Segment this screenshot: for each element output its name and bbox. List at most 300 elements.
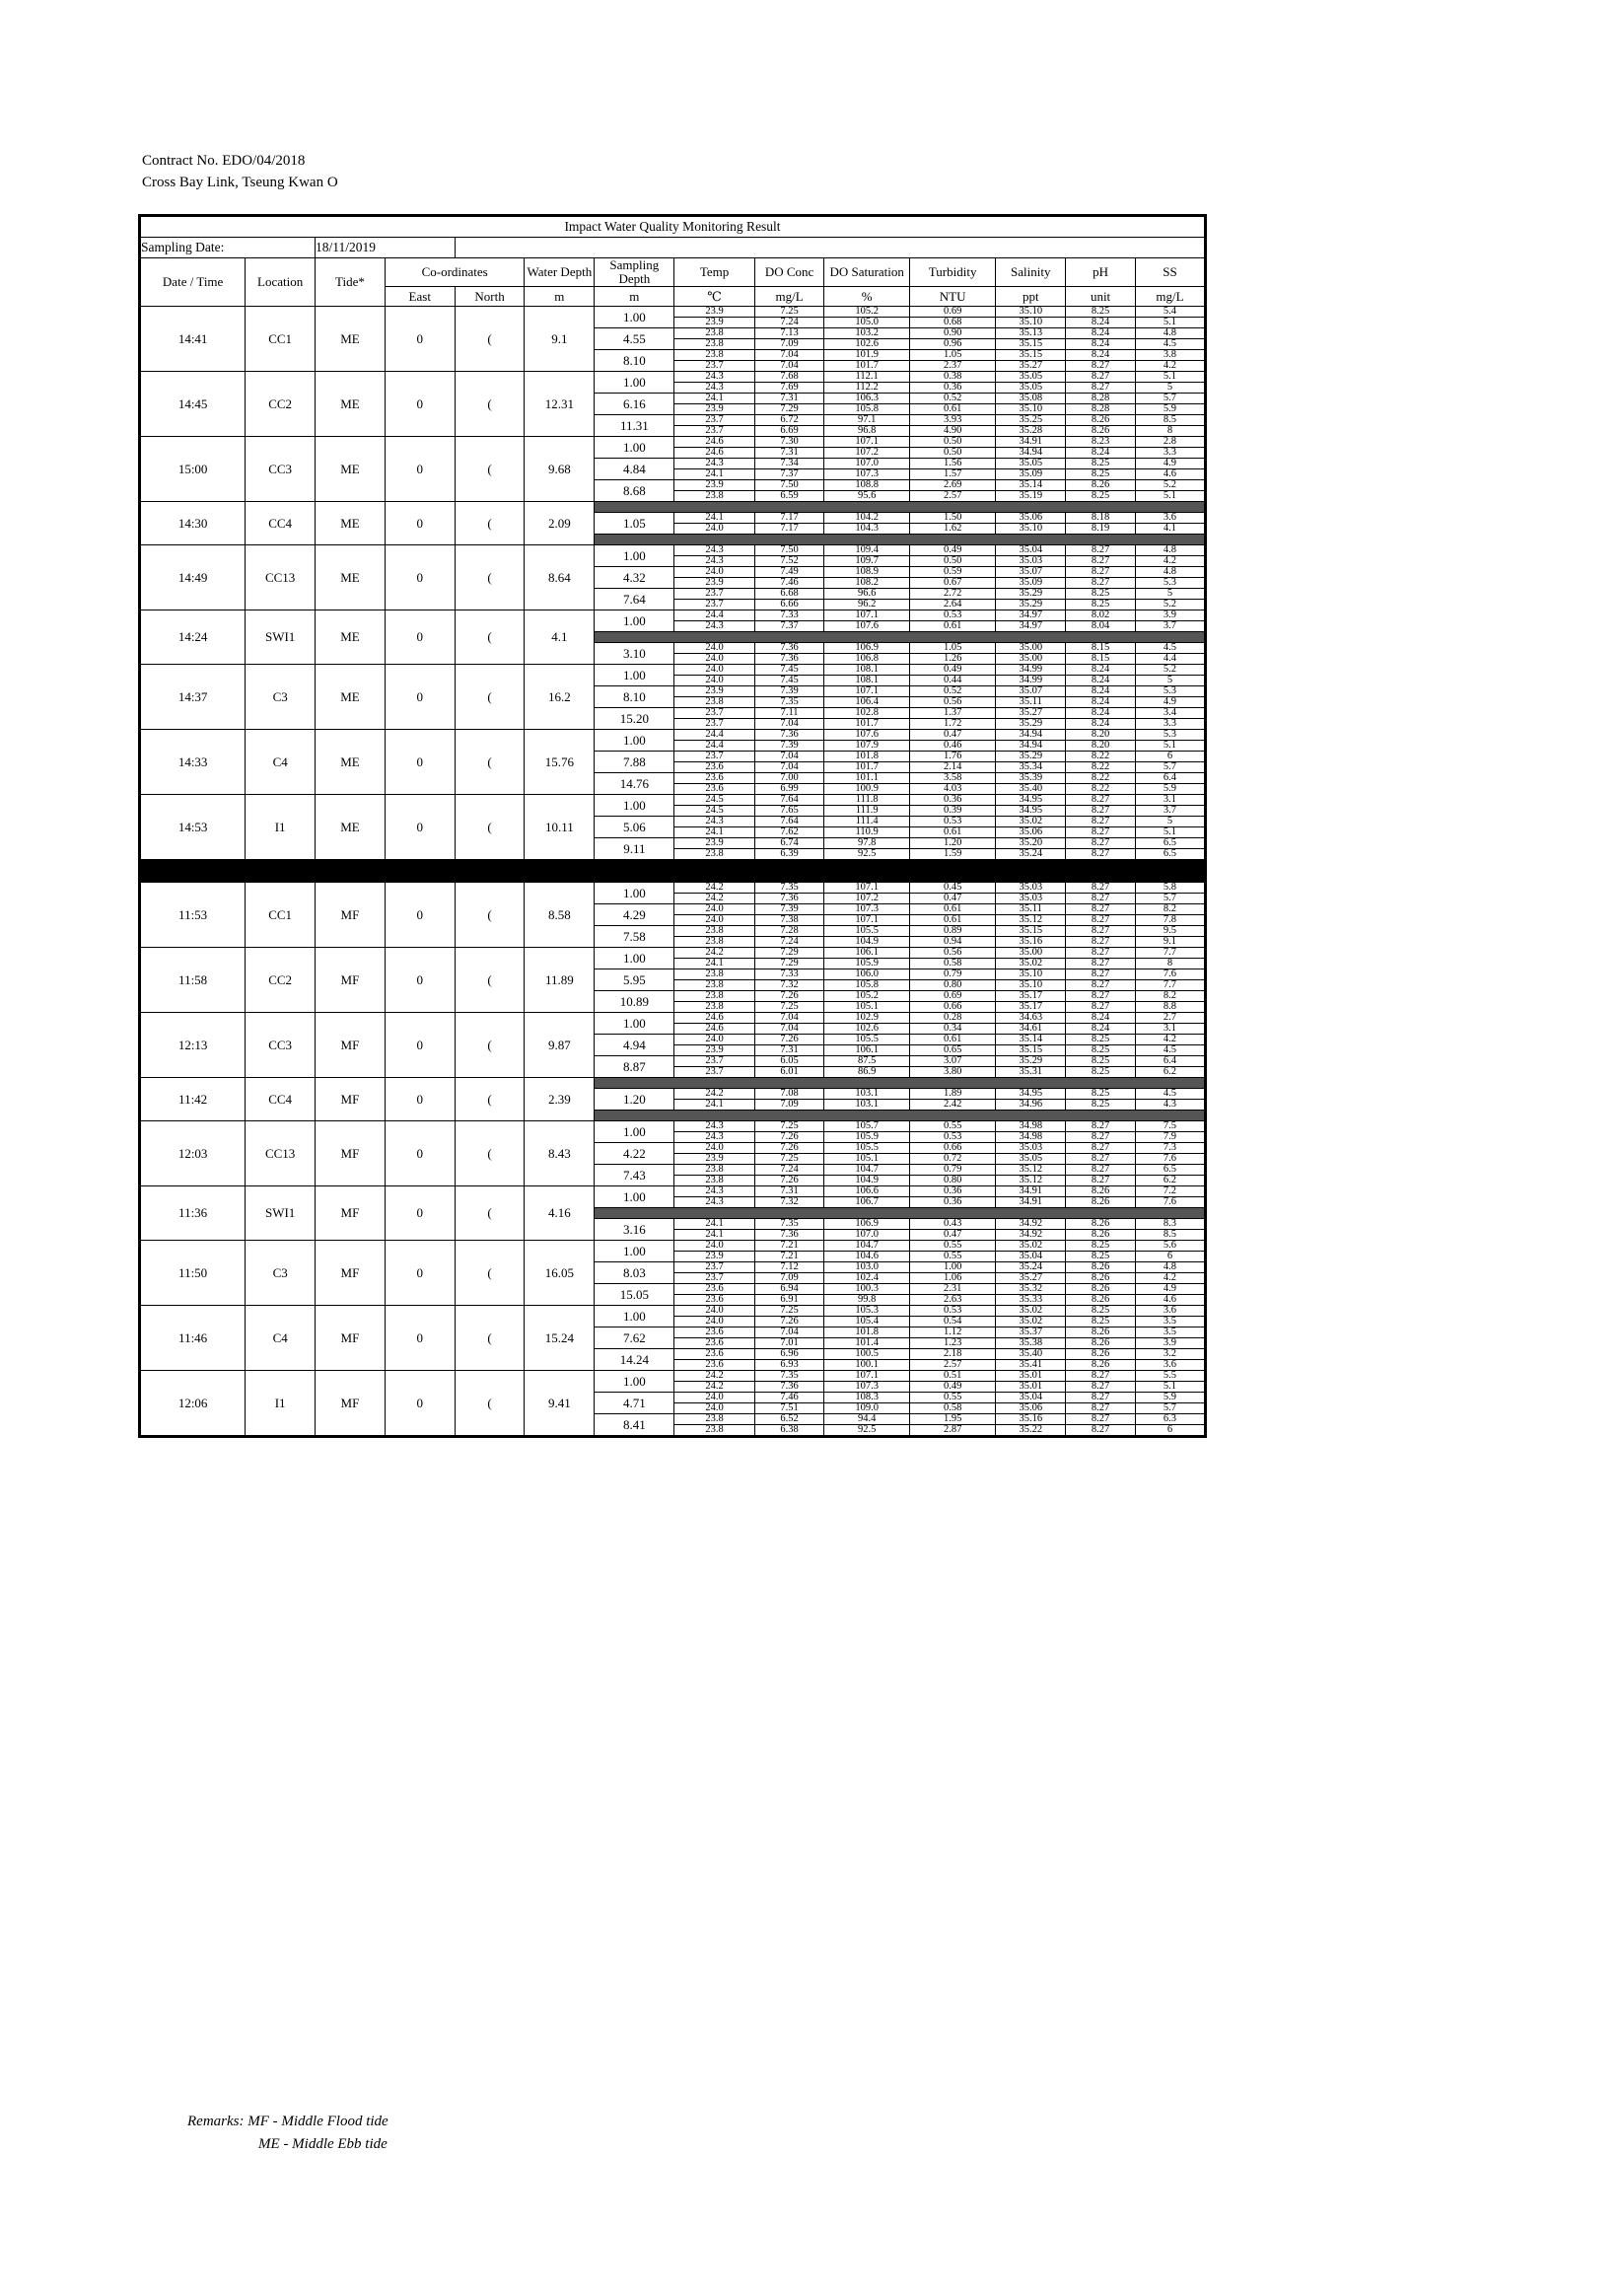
ph-cell: 8.27	[1066, 1371, 1136, 1382]
ph-cell: 8.27	[1066, 1165, 1136, 1176]
location-cell: C4	[246, 730, 316, 795]
salinity-cell: 35.03	[996, 1143, 1066, 1154]
sampling-depth-cell: 4.29	[595, 904, 674, 926]
do-saturation-cell: 106.9	[824, 1219, 909, 1230]
do-conc-cell: 7.36	[754, 1230, 824, 1241]
salinity-cell: 35.16	[996, 937, 1066, 948]
do-saturation-cell: 102.6	[824, 339, 909, 350]
ss-cell: 2.8	[1135, 437, 1205, 448]
turbidity-cell: 0.47	[909, 894, 995, 904]
turbidity-cell: 0.56	[909, 948, 995, 959]
water-depth-cell: 9.68	[525, 437, 595, 502]
do-saturation-cell: 105.3	[824, 1306, 909, 1317]
ph-cell: 8.26	[1066, 1327, 1136, 1338]
tide-cell: ME	[316, 307, 386, 372]
turbidity-cell: 0.58	[909, 1403, 995, 1414]
turbidity-cell: 0.61	[909, 1035, 995, 1045]
location-cell: C4	[246, 1306, 316, 1371]
turbidity-cell: 0.80	[909, 980, 995, 991]
tide-cell: ME	[316, 502, 386, 545]
salinity-cell: 35.12	[996, 1176, 1066, 1186]
time-cell: 11:42	[140, 1078, 246, 1121]
east-cell: 0	[385, 437, 455, 502]
salinity-cell: 34.96	[996, 1100, 1066, 1111]
temp-cell: 23.9	[674, 1045, 754, 1056]
do-conc-cell: 6.01	[754, 1067, 824, 1078]
tide-cell: MF	[316, 1186, 386, 1241]
salinity-cell: 34.99	[996, 665, 1066, 676]
ss-cell: 7.7	[1135, 948, 1205, 959]
north-cell: (	[455, 730, 525, 795]
do-conc-cell: 7.64	[754, 795, 824, 806]
temp-cell: 23.7	[674, 1262, 754, 1273]
turbidity-cell: 1.76	[909, 752, 995, 762]
ss-cell: 4.5	[1135, 1045, 1205, 1056]
temp-cell: 23.8	[674, 937, 754, 948]
temp-cell: 24.2	[674, 1382, 754, 1393]
ph-cell: 8.27	[1066, 372, 1136, 383]
temp-cell: 23.8	[674, 926, 754, 937]
do-conc-cell: 7.17	[754, 524, 824, 535]
turbidity-cell: 0.80	[909, 1176, 995, 1186]
salinity-cell: 35.08	[996, 394, 1066, 404]
location-cell: CC2	[246, 372, 316, 437]
turbidity-cell: 0.61	[909, 827, 995, 838]
east-cell: 0	[385, 795, 455, 860]
do-saturation-cell: 102.9	[824, 1013, 909, 1024]
salinity-cell: 34.98	[996, 1121, 1066, 1132]
salinity-cell: 34.99	[996, 676, 1066, 686]
do-saturation-cell: 104.3	[824, 524, 909, 535]
north-cell: (	[455, 545, 525, 610]
time-cell: 11:58	[140, 948, 246, 1013]
header-tide: Tide*	[316, 258, 386, 307]
do-conc-cell: 7.26	[754, 1317, 824, 1327]
east-cell: 0	[385, 1013, 455, 1078]
temp-cell: 24.6	[674, 1024, 754, 1035]
salinity-cell: 34.91	[996, 437, 1066, 448]
turbidity-cell: 1.05	[909, 643, 995, 654]
do-conc-cell: 7.29	[754, 948, 824, 959]
ph-cell: 8.26	[1066, 1273, 1136, 1284]
do-saturation-cell: 100.3	[824, 1284, 909, 1295]
do-conc-cell: 7.09	[754, 339, 824, 350]
location-cell: CC1	[246, 307, 316, 372]
table-row	[140, 665, 1206, 676]
time-cell: 12:13	[140, 1013, 246, 1078]
do-saturation-cell: 105.2	[824, 991, 909, 1002]
do-conc-cell: 7.30	[754, 437, 824, 448]
salinity-cell: 35.14	[996, 1035, 1066, 1045]
temp-cell: 23.8	[674, 991, 754, 1002]
do-saturation-cell: 106.0	[824, 969, 909, 980]
temp-cell: 24.3	[674, 1132, 754, 1143]
tide-cell: ME	[316, 730, 386, 795]
salinity-cell: 35.33	[996, 1295, 1066, 1306]
ph-cell: 8.27	[1066, 1121, 1136, 1132]
ph-cell: 8.28	[1066, 394, 1136, 404]
ph-cell: 8.27	[1066, 1414, 1136, 1425]
turbidity-cell: 0.66	[909, 1143, 995, 1154]
salinity-cell: 35.24	[996, 1262, 1066, 1273]
salinity-cell: 35.06	[996, 827, 1066, 838]
ph-cell: 8.24	[1066, 328, 1136, 339]
turbidity-cell: 0.28	[909, 1013, 995, 1024]
do-conc-cell: 7.46	[754, 578, 824, 589]
do-saturation-cell: 86.9	[824, 1067, 909, 1078]
sampling-depth-cell: 8.41	[595, 1414, 674, 1437]
do-saturation-cell: 107.3	[824, 1382, 909, 1393]
do-conc-cell: 7.26	[754, 1132, 824, 1143]
sampling-depth-cell: 1.00	[595, 883, 674, 904]
do-conc-cell: 6.59	[754, 491, 824, 502]
table-row	[140, 610, 1206, 621]
sampling-depth-cell: 1.00	[595, 1306, 674, 1327]
salinity-cell: 35.00	[996, 643, 1066, 654]
salinity-cell: 35.03	[996, 556, 1066, 567]
ph-cell: 8.27	[1066, 578, 1136, 589]
unit-turbidity: NTU	[909, 287, 995, 307]
sampling-depth-cell: 1.05	[595, 513, 674, 535]
north-cell: (	[455, 1186, 525, 1241]
sampling-depth-cell: 1.00	[595, 1241, 674, 1262]
location-cell: CC1	[246, 883, 316, 948]
temp-cell: 23.7	[674, 361, 754, 372]
temp-cell: 23.8	[674, 980, 754, 991]
tide-cell: MF	[316, 1013, 386, 1078]
ss-cell: 3.1	[1135, 795, 1205, 806]
do-conc-cell: 7.34	[754, 459, 824, 469]
header-turbidity: Turbidity	[909, 258, 995, 287]
tide-cell: MF	[316, 1306, 386, 1371]
temp-cell: 24.2	[674, 1371, 754, 1382]
temp-cell: 24.1	[674, 513, 754, 524]
tide-cell: MF	[316, 1241, 386, 1306]
temp-cell: 23.8	[674, 697, 754, 708]
turbidity-cell: 1.62	[909, 524, 995, 535]
sampling-depth-cell: 4.84	[595, 459, 674, 480]
location-cell: CC4	[246, 1078, 316, 1121]
salinity-cell: 35.05	[996, 1154, 1066, 1165]
sampling-depth-cell: 8.10	[595, 686, 674, 708]
sampling-depth-cell: 1.00	[595, 1371, 674, 1393]
ph-cell: 8.24	[1066, 448, 1136, 459]
salinity-cell: 35.15	[996, 926, 1066, 937]
header-ph: pH	[1066, 258, 1136, 287]
temp-cell: 24.0	[674, 1403, 754, 1414]
ss-cell: 4.8	[1135, 545, 1205, 556]
ss-cell: 4.8	[1135, 328, 1205, 339]
ss-cell: 6	[1135, 1252, 1205, 1262]
table-row	[140, 1013, 1206, 1024]
ph-cell: 8.27	[1066, 904, 1136, 915]
ss-cell: 5.9	[1135, 1393, 1205, 1403]
ph-cell: 8.27	[1066, 1382, 1136, 1393]
turbidity-cell: 0.68	[909, 318, 995, 328]
salinity-cell: 35.04	[996, 1393, 1066, 1403]
ss-cell: 4.9	[1135, 1284, 1205, 1295]
header-do-conc: DO Conc	[754, 258, 824, 287]
do-conc-cell: 7.35	[754, 883, 824, 894]
ph-cell: 8.27	[1066, 361, 1136, 372]
ss-cell: 8.5	[1135, 415, 1205, 426]
turbidity-cell: 0.69	[909, 307, 995, 318]
salinity-cell: 35.29	[996, 752, 1066, 762]
do-saturation-cell: 106.3	[824, 394, 909, 404]
north-cell: (	[455, 795, 525, 860]
turbidity-cell: 2.31	[909, 1284, 995, 1295]
turbidity-cell: 1.72	[909, 719, 995, 730]
ss-cell: 8.3	[1135, 1219, 1205, 1230]
water-depth-cell: 12.31	[525, 372, 595, 437]
ph-cell: 8.27	[1066, 1176, 1136, 1186]
turbidity-cell: 0.72	[909, 1154, 995, 1165]
north-cell: (	[455, 1121, 525, 1186]
do-conc-cell: 7.08	[754, 1089, 824, 1100]
water-depth-cell: 11.89	[525, 948, 595, 1013]
ss-cell: 4.5	[1135, 1089, 1205, 1100]
do-conc-cell: 7.35	[754, 697, 824, 708]
do-conc-cell: 7.00	[754, 773, 824, 784]
temp-cell: 24.2	[674, 894, 754, 904]
ss-cell: 5.7	[1135, 894, 1205, 904]
ph-cell: 8.25	[1066, 1045, 1136, 1056]
salinity-cell: 35.11	[996, 904, 1066, 915]
ph-cell: 8.25	[1066, 459, 1136, 469]
temp-cell: 23.6	[674, 1349, 754, 1360]
salinity-cell: 35.00	[996, 948, 1066, 959]
do-conc-cell: 6.99	[754, 784, 824, 795]
ss-cell: 3.7	[1135, 806, 1205, 817]
ss-cell: 7.2	[1135, 1186, 1205, 1197]
salinity-cell: 35.09	[996, 469, 1066, 480]
turbidity-cell: 0.61	[909, 404, 995, 415]
turbidity-cell: 0.56	[909, 697, 995, 708]
do-conc-cell: 7.38	[754, 915, 824, 926]
salinity-cell: 35.38	[996, 1338, 1066, 1349]
salinity-cell: 35.03	[996, 883, 1066, 894]
ss-cell: 6.5	[1135, 849, 1205, 860]
ss-cell: 8.2	[1135, 991, 1205, 1002]
turbidity-cell: 2.57	[909, 491, 995, 502]
temp-cell: 24.1	[674, 1100, 754, 1111]
salinity-cell: 35.29	[996, 719, 1066, 730]
ss-cell: 8.2	[1135, 904, 1205, 915]
salinity-cell: 34.94	[996, 730, 1066, 741]
table-row	[140, 883, 1206, 894]
ss-cell: 3.8	[1135, 350, 1205, 361]
turbidity-cell: 4.90	[909, 426, 995, 437]
do-saturation-cell: 104.9	[824, 1176, 909, 1186]
do-conc-cell: 7.31	[754, 448, 824, 459]
tide-separator-row	[140, 860, 1206, 883]
temp-cell: 23.8	[674, 328, 754, 339]
temp-cell: 24.0	[674, 904, 754, 915]
do-conc-cell: 7.39	[754, 904, 824, 915]
tide-cell: ME	[316, 545, 386, 610]
salinity-cell: 35.29	[996, 1056, 1066, 1067]
do-saturation-cell: 107.0	[824, 1230, 909, 1241]
do-saturation-cell: 94.4	[824, 1414, 909, 1425]
do-saturation-cell: 104.2	[824, 513, 909, 524]
turbidity-cell: 0.61	[909, 904, 995, 915]
header-coordinates: Co-ordinates	[385, 258, 525, 287]
tide-cell: MF	[316, 948, 386, 1013]
header-do-saturation: DO Saturation	[824, 258, 909, 287]
salinity-cell: 34.91	[996, 1197, 1066, 1208]
temp-cell: 23.8	[674, 1414, 754, 1425]
ph-cell: 8.27	[1066, 1393, 1136, 1403]
east-cell: 0	[385, 1371, 455, 1437]
time-cell: 15:00	[140, 437, 246, 502]
ph-cell: 8.26	[1066, 1262, 1136, 1273]
sampling-depth-cell: 11.31	[595, 415, 674, 437]
location-cell: CC2	[246, 948, 316, 1013]
turbidity-cell: 0.43	[909, 1219, 995, 1230]
do-conc-cell: 7.31	[754, 1045, 824, 1056]
header-salinity: Salinity	[996, 258, 1066, 287]
turbidity-cell: 0.55	[909, 1393, 995, 1403]
sampling-depth-cell: 1.00	[595, 665, 674, 686]
temp-cell: 23.8	[674, 1002, 754, 1013]
salinity-cell: 35.02	[996, 817, 1066, 827]
water-depth-cell: 10.11	[525, 795, 595, 860]
do-conc-cell: 6.52	[754, 1414, 824, 1425]
temp-cell: 23.9	[674, 404, 754, 415]
ph-cell: 8.26	[1066, 426, 1136, 437]
turbidity-cell: 1.56	[909, 459, 995, 469]
ph-cell: 8.27	[1066, 915, 1136, 926]
salinity-cell: 35.17	[996, 1002, 1066, 1013]
ss-cell: 8.5	[1135, 1230, 1205, 1241]
ph-cell: 8.27	[1066, 948, 1136, 959]
header-sampling-depth: Sampling Depth	[595, 258, 674, 287]
ss-cell: 6.2	[1135, 1176, 1205, 1186]
ss-cell: 5.1	[1135, 372, 1205, 383]
do-saturation-cell: 100.5	[824, 1349, 909, 1360]
do-conc-cell: 7.52	[754, 556, 824, 567]
location-cell: CC3	[246, 437, 316, 502]
tide-cell: MF	[316, 1078, 386, 1121]
do-saturation-cell: 105.1	[824, 1002, 909, 1013]
sampling-depth-cell: 1.00	[595, 372, 674, 394]
ph-cell: 8.20	[1066, 741, 1136, 752]
salinity-cell: 35.37	[996, 1327, 1066, 1338]
ss-cell: 5.7	[1135, 762, 1205, 773]
ss-cell: 5.7	[1135, 1403, 1205, 1414]
temp-cell: 23.9	[674, 307, 754, 318]
table-row	[140, 1121, 1206, 1132]
ss-cell: 7.6	[1135, 969, 1205, 980]
time-cell: 11:53	[140, 883, 246, 948]
salinity-cell: 34.92	[996, 1230, 1066, 1241]
salinity-cell: 35.00	[996, 654, 1066, 665]
east-cell: 0	[385, 1078, 455, 1121]
do-saturation-cell: 96.8	[824, 426, 909, 437]
turbidity-cell: 1.12	[909, 1327, 995, 1338]
table-row	[140, 1371, 1206, 1382]
ss-cell: 5.8	[1135, 883, 1205, 894]
do-conc-cell: 7.24	[754, 937, 824, 948]
temp-cell: 24.3	[674, 383, 754, 394]
ph-cell: 8.24	[1066, 697, 1136, 708]
do-saturation-cell: 104.6	[824, 1252, 909, 1262]
tide-cell: ME	[316, 795, 386, 860]
ss-cell: 3.9	[1135, 610, 1205, 621]
turbidity-cell: 0.69	[909, 991, 995, 1002]
do-conc-cell: 7.21	[754, 1241, 824, 1252]
ph-cell: 8.27	[1066, 838, 1136, 849]
ph-cell: 8.25	[1066, 307, 1136, 318]
ss-cell: 2.7	[1135, 1013, 1205, 1024]
ph-cell: 8.27	[1066, 926, 1136, 937]
table-title: Impact Water Quality Monitoring Result	[140, 216, 1206, 238]
do-conc-cell: 6.74	[754, 838, 824, 849]
time-cell: 14:37	[140, 665, 246, 730]
sampling-depth-cell: 1.00	[595, 730, 674, 752]
turbidity-cell: 3.93	[909, 415, 995, 426]
do-saturation-cell: 112.1	[824, 372, 909, 383]
no-sample-band	[595, 1078, 1206, 1089]
do-conc-cell: 7.45	[754, 676, 824, 686]
temp-cell: 24.6	[674, 448, 754, 459]
do-saturation-cell: 101.7	[824, 762, 909, 773]
do-saturation-cell: 101.7	[824, 719, 909, 730]
do-conc-cell: 7.04	[754, 361, 824, 372]
salinity-cell: 35.04	[996, 1252, 1066, 1262]
time-cell: 12:06	[140, 1371, 246, 1437]
temp-cell: 23.6	[674, 1327, 754, 1338]
east-cell: 0	[385, 730, 455, 795]
temp-cell: 24.6	[674, 1013, 754, 1024]
turbidity-cell: 2.42	[909, 1100, 995, 1111]
do-saturation-cell: 97.1	[824, 415, 909, 426]
do-conc-cell: 7.50	[754, 480, 824, 491]
turbidity-cell: 0.49	[909, 665, 995, 676]
do-conc-cell: 7.31	[754, 394, 824, 404]
header-temp: Temp	[674, 258, 754, 287]
location-cell: I1	[246, 795, 316, 860]
turbidity-cell: 0.49	[909, 545, 995, 556]
do-conc-cell: 7.37	[754, 621, 824, 632]
time-cell: 14:49	[140, 545, 246, 610]
ph-cell: 8.20	[1066, 730, 1136, 741]
do-saturation-cell: 109.7	[824, 556, 909, 567]
salinity-cell: 35.29	[996, 589, 1066, 600]
do-saturation-cell: 105.0	[824, 318, 909, 328]
location-cell: CC3	[246, 1013, 316, 1078]
table-row	[140, 795, 1206, 806]
salinity-cell: 35.02	[996, 959, 1066, 969]
ss-cell: 4.2	[1135, 1035, 1205, 1045]
ss-cell: 3.2	[1135, 1349, 1205, 1360]
do-saturation-cell: 109.0	[824, 1403, 909, 1414]
ph-cell: 8.25	[1066, 1067, 1136, 1078]
time-cell: 11:36	[140, 1186, 246, 1241]
temp-cell: 23.6	[674, 1338, 754, 1349]
ss-cell: 5.1	[1135, 318, 1205, 328]
east-cell: 0	[385, 665, 455, 730]
do-conc-cell: 7.28	[754, 926, 824, 937]
turbidity-cell: 0.47	[909, 730, 995, 741]
ph-cell: 8.26	[1066, 1219, 1136, 1230]
sampling-depth-cell: 4.94	[595, 1035, 674, 1056]
ph-cell: 8.27	[1066, 849, 1136, 860]
document-header	[142, 150, 338, 193]
salinity-cell: 35.02	[996, 1317, 1066, 1327]
ss-cell: 5.6	[1135, 1241, 1205, 1252]
east-cell: 0	[385, 883, 455, 948]
